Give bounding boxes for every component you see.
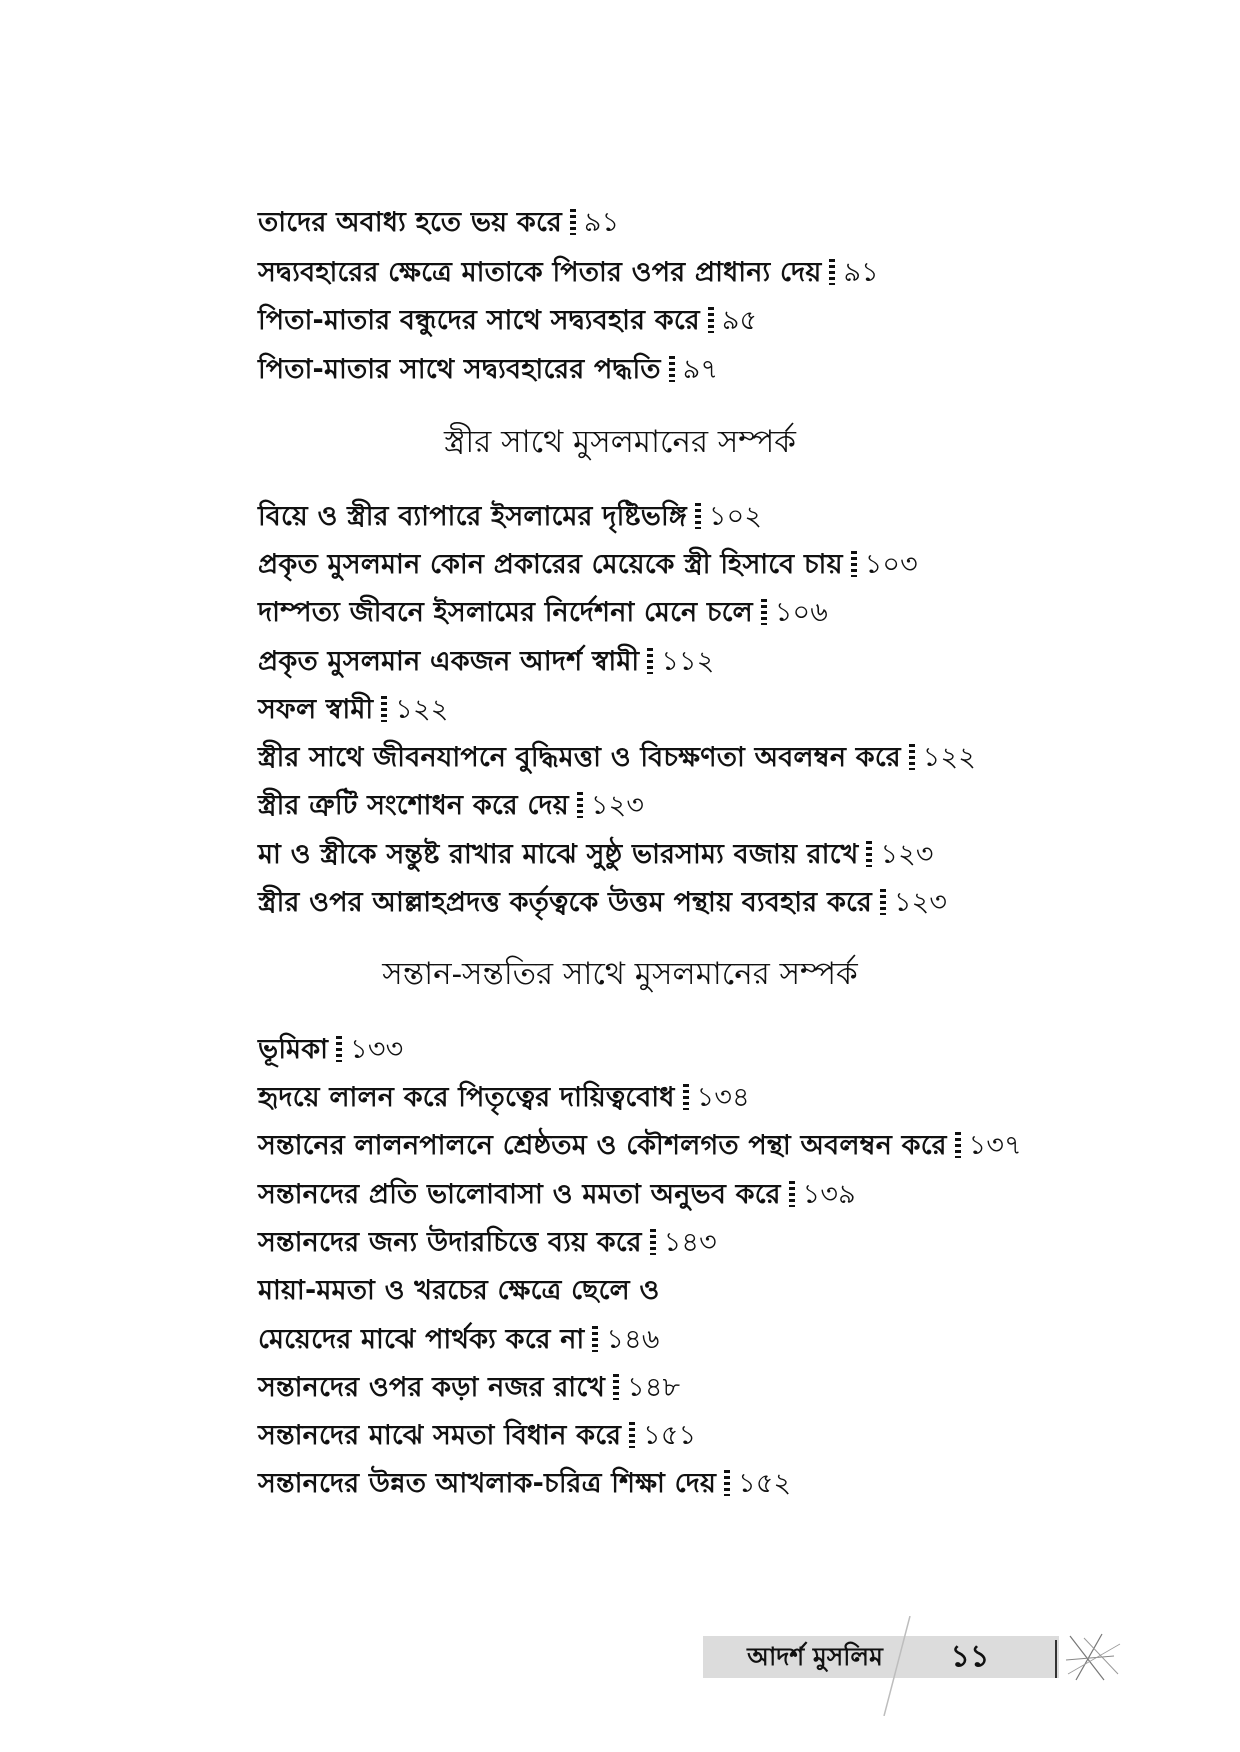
toc-entry-text: সন্তানদের প্রতি ভালোবাসা ও মমতা অনুভব করে [258,1179,781,1210]
toc-entry-text: সন্তানদের ওপর কড়া নজর রাখে [258,1372,606,1403]
separator-dots [761,599,767,625]
toc-entry-page: ১৩৪ [696,1082,750,1113]
separator-dots [669,356,675,382]
toc-entry [258,690,449,730]
toc-entry [258,786,644,826]
toc-entry-page: ১২৩ [590,790,645,821]
toc-entry-text: সন্তানদের মাঝে সমতা বিধান করে [258,1420,622,1451]
separator-dots [629,1422,635,1448]
separator-dots [647,648,653,674]
toc-entry [258,1126,1022,1166]
toc-entry-page: ১৪৬ [606,1324,660,1355]
separator-dots [724,1470,730,1496]
toc-entry [258,1223,717,1263]
separator-dots [381,696,387,722]
separator-dots [866,841,872,867]
separator-dots [650,1229,656,1255]
separator-dots [336,1036,342,1062]
toc-entry-text: সদ্ব্যবহারের ক্ষেত্রে মাতাকে পিতার ওপর প্রাধান্য দেয় [258,257,822,288]
toc-entry-text: হৃদয়ে লালন করে পিতৃত্বের দায়িত্ববোধ [258,1082,675,1113]
toc-entry [258,1030,403,1070]
separator-dots [909,744,915,770]
toc-entry-page: ১২২ [922,742,976,773]
toc-entry-text: দাম্পত্য জীবনে ইসলামের নির্দেশনা মেনে চলে [258,597,753,628]
separator-dots [592,1326,598,1352]
toc-entry-text: পিতা-মাতার বন্ধুদের সাথে সদ্ব্যবহার করে [258,305,700,336]
separator-dots [829,259,835,285]
toc-entry [258,835,934,875]
separator-dots [955,1132,961,1158]
toc-entry [258,545,918,585]
separator-dots [695,503,701,529]
toc-entry-page: ১৩৩ [350,1034,404,1065]
scribble-mark-icon [1054,1630,1124,1690]
toc-entry-page: ১০২ [708,501,763,532]
toc-entry [258,738,976,778]
section-heading: সন্তান-সন্ততির সাথে মুসলমানের সম্পর্ক [382,956,858,992]
section-heading: স্ত্রীর সাথে মুসলমানের সম্পর্ক [444,424,796,460]
toc-entry [258,883,947,923]
toc-entry-page: ১৪৮ [627,1372,681,1403]
toc-entry-page: ৯৫ [721,305,758,336]
toc-entry-text: প্রকৃত মুসলমান কোন প্রকারের মেয়েকে স্ত্রী হিসাবে চায় [258,549,843,580]
toc-entry [258,203,619,243]
toc-entry [258,1175,856,1215]
toc-entry-page: ৯১ [843,257,879,288]
toc-entry-text: মেয়েদের মাঝে পার্থক্য করে না [258,1324,585,1355]
separator-dots [577,792,583,818]
toc-entry [258,301,757,341]
toc-entry-page: ১৫১ [643,1420,697,1451]
toc-entry [258,1368,680,1408]
toc-entry-page: ১৫২ [738,1468,792,1499]
separator-dots [851,551,857,577]
toc-entry-text: প্রকৃত মুসলমান একজন আদর্শ স্বামী [258,646,640,677]
toc-entry [258,497,762,537]
toc-entry-page: ১২২ [395,694,449,725]
separator-dots [708,307,714,333]
toc-entry-page: ৯১ [583,207,620,238]
toc-entry [258,1416,696,1456]
toc-entry-text: সফল স্বামী [258,694,374,725]
toc-entry [258,1078,750,1118]
toc-entry-text: স্ত্রীর ত্রুটি সংশোধন করে দেয় [258,790,569,821]
separator-dots [683,1084,689,1110]
toc-entry [258,1271,659,1311]
toc-entry-page: ১০৬ [774,597,829,628]
footer-book-title: আদর্শ মুসলিম [747,1642,883,1671]
toc-entry-page: ১১২ [661,646,715,677]
toc-entry-page: ১২৩ [893,887,948,918]
toc-entry-text: তাদের অবাধ্য হতে ভয় করে [258,207,562,238]
toc-entry-text: বিয়ে ও স্ত্রীর ব্যাপারে ইসলামের দৃষ্টিভঙ্গি [258,501,687,532]
toc-entry [258,253,879,293]
separator-dots [789,1181,795,1207]
toc-entry-text: ভূমিকা [258,1034,329,1065]
toc-entry-text: মা ও স্ত্রীকে সন্তুষ্ট রাখার মাঝে সুষ্ঠু ভারসাম্য বজায় রাখে [258,839,859,870]
toc-entry-text: স্ত্রীর সাথে জীবনযাপনে বুদ্ধিমত্তা ও বিচক্ষণতা অবলম্বন করে [258,742,901,773]
toc-entry [258,1464,791,1504]
toc-entry-page: ১৩৯ [802,1179,856,1210]
toc-entry-page: ১২৩ [880,839,934,870]
toc-entry-page: ১৩৭ [968,1130,1022,1161]
toc-entry [258,593,828,633]
separator-dots [880,889,886,915]
toc-entry-page: ১৪৩ [663,1227,717,1258]
toc-entry [258,642,715,682]
separator-dots [570,209,576,235]
toc-entry [258,1320,660,1360]
toc-entry-text: সন্তানদের উন্নত আখলাক-চরিত্র শিক্ষা দেয় [258,1468,717,1499]
footer-page-number: ১১ [950,1639,990,1674]
toc-entry-text: পিতা-মাতার সাথে সদ্ব্যবহারের পদ্ধতি [258,354,661,385]
toc-entry-text: স্ত্রীর ওপর আল্লাহপ্রদত্ত কর্তৃত্বকে উত্তম পন্থায় ব্যবহার করে [258,887,872,918]
toc-entry-page: ৯৭ [682,354,719,385]
separator-dots [613,1374,619,1400]
toc-entry-text: সন্তানের লালনপালনে শ্রেষ্ঠতম ও কৌশলগত পন্থা অবলম্বন করে [258,1130,947,1161]
toc-entry-text: মায়া-মমতা ও খরচের ক্ষেত্রে ছেলে ও [258,1275,660,1306]
toc-entry-text: সন্তানদের জন্য উদারচিত্তে ব্যয় করে [258,1227,642,1258]
toc-entry [258,350,718,390]
toc-entry-page: ১০৩ [864,549,918,580]
